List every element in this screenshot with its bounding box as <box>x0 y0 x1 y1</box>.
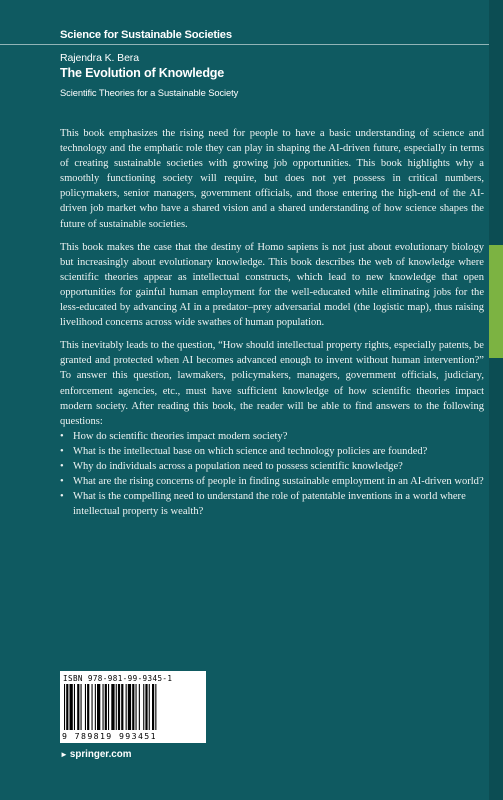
question-text: What is the compelling need to understand the role of patentable inventions in a world where intellectual property is wealth? <box>73 491 466 518</box>
list-item <box>60 444 484 459</box>
spine-edge-strip <box>489 0 503 800</box>
list-item <box>60 429 484 444</box>
question-text: What is the intellectual base on which science and technology policies are founded? <box>73 445 428 457</box>
list-item <box>60 474 484 489</box>
bullet-icon: • <box>60 460 64 472</box>
list-item <box>60 459 484 474</box>
bullet-icon: • <box>60 430 64 442</box>
arrow-right-icon: ► <box>60 750 68 759</box>
barcode-icon <box>64 684 202 730</box>
blurb-paragraph-2: This book makes the case that the destiny of Homo sapiens is not just about evolutionary biology but increasingly about evolutionary knowledge. This book describes the web of knowledge where scientific theories appear as intellectual constructs, which lead to new knowledge that open opportunities for gainful human employment for the well-educated while eliminating jobs for the less-educated by advancing AI in a predator–prey adversarial model (the logistic map), thus raising livelihood concerns across wide swathes of human population. <box>60 241 484 329</box>
series-divider <box>0 44 489 45</box>
blurb-paragraph-3: This inevitably leads to the question, “How should intellectual property rights, especially patents, be granted and protected when AI becomes advanced enough to invent without human intervention?” To answer this question, lawmakers, policymakers, managers, government officials, judiciary, enforcement agencies, etc., must have sufficient knowledge of how scientific theories impact modern society. After reading this book, the reader will be able to find answers to the following questions: <box>60 340 484 427</box>
question-text: How do scientific theories impact modern society? <box>73 430 288 442</box>
book-subtitle: Scientific Theories for a Sustainable Society <box>60 87 239 98</box>
barcode-panel <box>60 671 206 743</box>
bullet-icon: • <box>60 476 64 488</box>
series-name: Science for Sustainable Societies <box>60 29 232 41</box>
question-list <box>60 429 484 520</box>
publisher-url: springer.com <box>69 749 132 760</box>
question-text: What are the rising concerns of people in finding sustainable employment in an AI-driven world? <box>73 476 484 488</box>
blurb <box>60 126 484 519</box>
publisher-link[interactable] <box>60 749 131 760</box>
green-accent-tab <box>489 245 503 358</box>
book-title: The Evolution of Knowledge <box>60 66 225 80</box>
author-name: Rajendra K. Bera <box>60 52 139 64</box>
barcode-digits: 9 789819 993451 <box>62 731 157 741</box>
question-text: Why do individuals across a population need to possess scientific knowledge? <box>73 460 403 472</box>
bullet-icon: • <box>60 445 64 457</box>
bullet-icon: • <box>60 491 64 503</box>
list-item <box>60 489 484 519</box>
isbn-label: ISBN 978-981-99-9345-1 <box>63 674 173 683</box>
blurb-paragraph-1: This book emphasizes the rising need for people to have a basic understanding of science and technology and the emphatic role they can play in shaping the AI-driven future, especially in terms of creating sustainable societies with growing job opportunities. This book highlights why a smoothly functioning society will require, but does not yet possess in critical numbers, policymakers, senior managers, government officials, and those entering the high-end of the AI-driven job market who have a shared vision and a shared understanding of how science shapes the future of sustainable societies. <box>60 128 484 230</box>
